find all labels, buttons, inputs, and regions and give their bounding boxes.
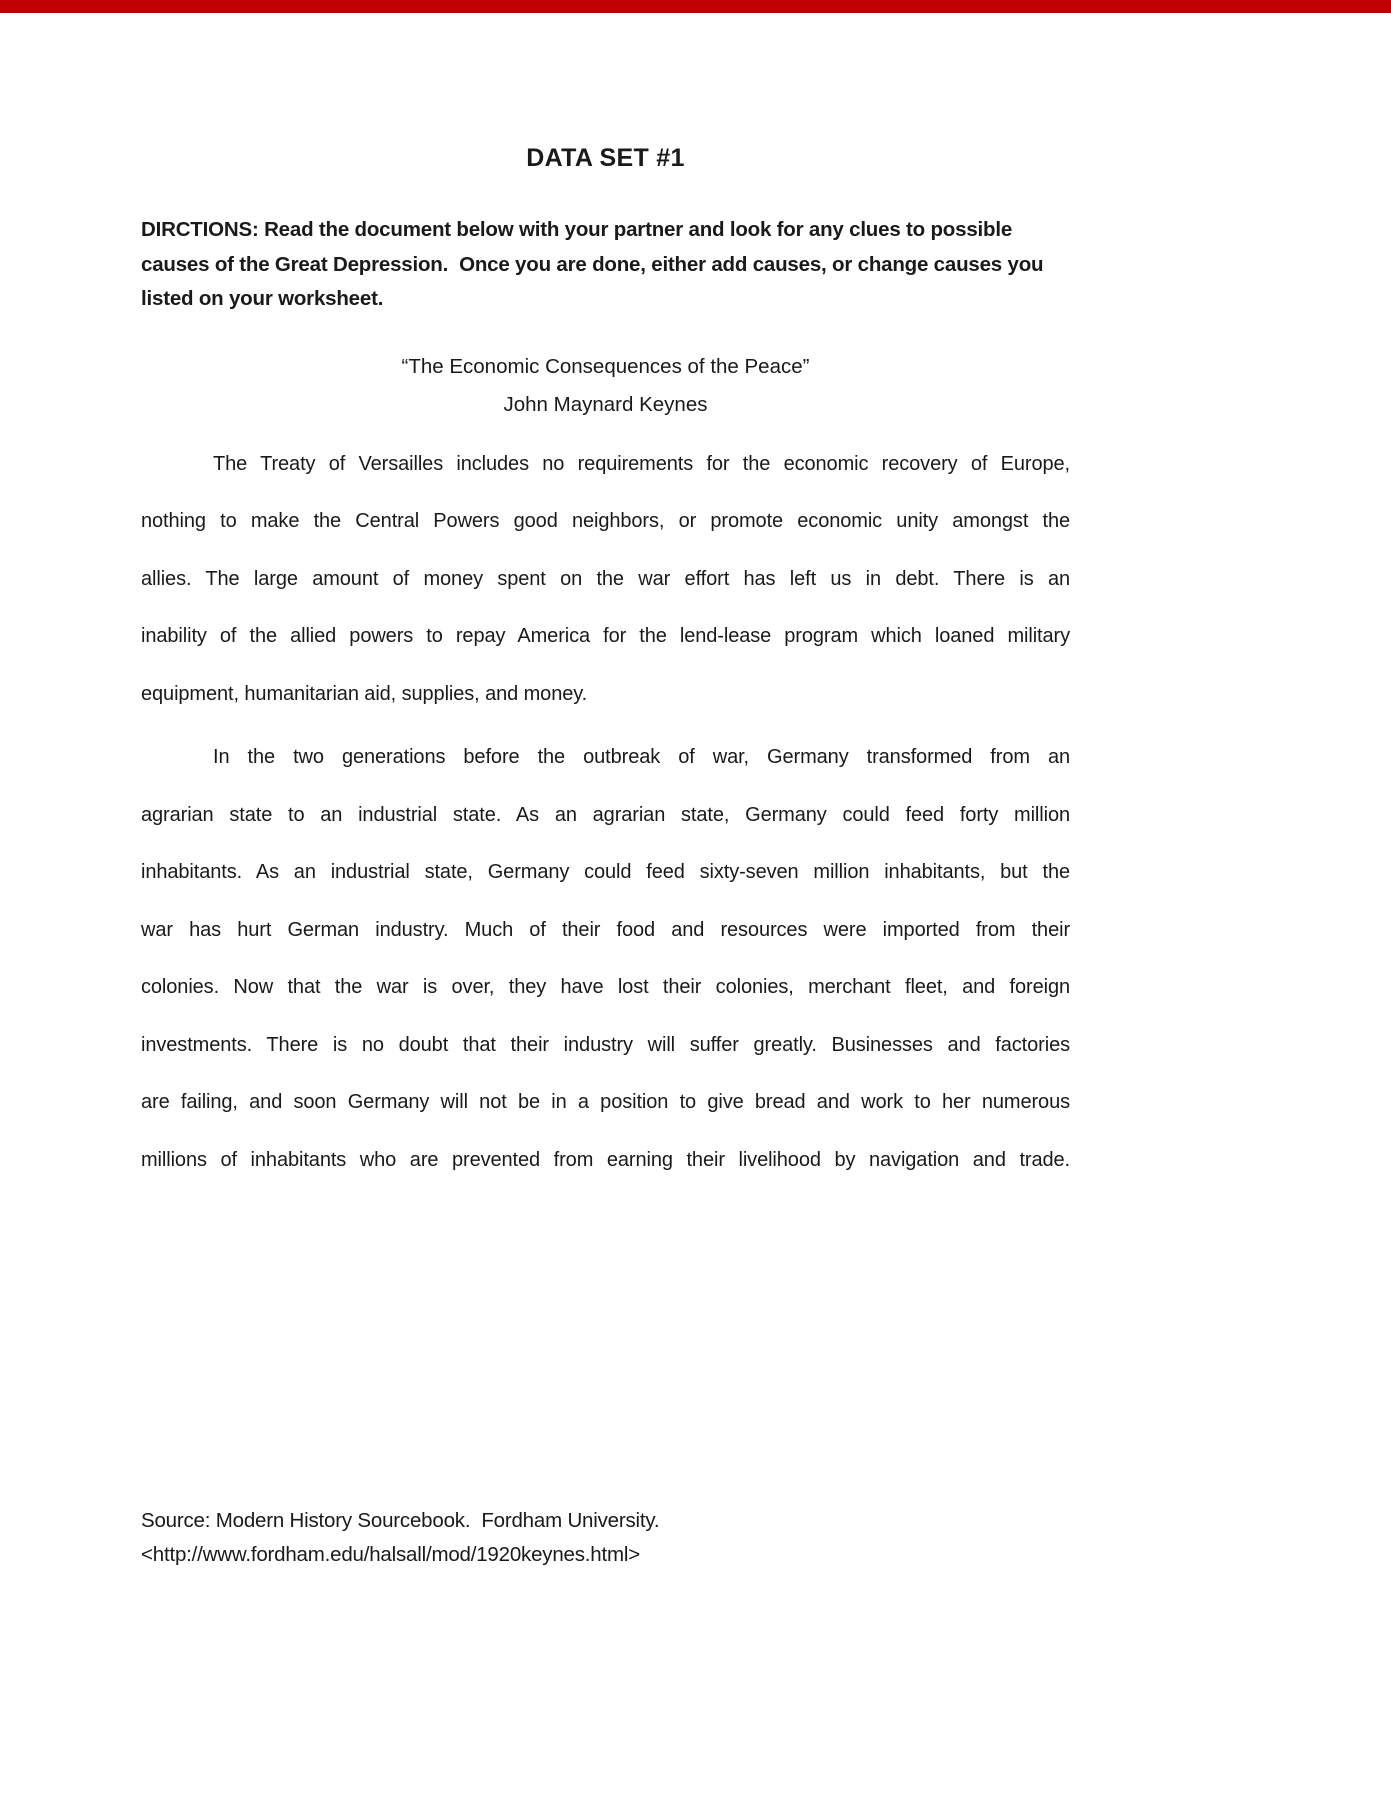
document-heading (141, 348, 1070, 424)
top-red-bar (0, 0, 1391, 13)
source-block (141, 1504, 1070, 1572)
paragraph-line: nothing to make the Central Powers good neighbors, or promote economic unity amongst the (141, 510, 1070, 532)
directions-line: causes of the Great Depression. Once you are done, either add causes, or change causes you (141, 252, 1044, 276)
directions-line: listed on your worksheet. (141, 287, 384, 310)
paragraph-line: The Treaty of Versailles includes no requirements for the economic recovery of Europe, (213, 452, 1070, 475)
source-url: <http://www.fordham.edu/halsall/mod/1920keynes.html> (141, 1543, 640, 1566)
paragraph-line: colonies. Now that the war is over, they have lost their colonies, merchant fleet, and foreign (141, 976, 1070, 998)
directions-line: DIRCTIONS: Read the document below with your partner and look for any clues to possible (141, 218, 1013, 241)
source-citation: Source: Modern History Sourcebook. Fordham University. (141, 1509, 660, 1532)
paragraph-line: war has hurt German industry. Much of their food and resources were imported from their (141, 918, 1070, 941)
paragraph-line: inhabitants. As an industrial state, Germany could feed sixty-seven million inhabitants, but the (141, 861, 1070, 883)
page-title: DATA SET #1 (526, 144, 685, 172)
page-content (141, 145, 1070, 1572)
paragraph-line: allies. The large amount of money spent on the war effort has left us in debt. There is an (141, 567, 1070, 590)
paragraph-line: In the two generations before the outbreak of war, Germany transformed from an (213, 746, 1070, 768)
paragraph-line: are failing, and soon Germany will not be in a position to give bread and work to her numerous (141, 1091, 1070, 1113)
paragraph-line: agrarian state to an industrial state. As an agrarian state, Germany could feed forty million (141, 803, 1070, 826)
paragraph-1 (141, 436, 1070, 724)
document-title: “The Economic Consequences of the Peace” (401, 354, 810, 378)
paragraph-line: equipment, humanitarian aid, supplies, and money. (141, 682, 588, 705)
paragraph-2 (141, 729, 1070, 1189)
paragraph-line: investments. There is no doubt that their industry will suffer greatly. Businesses and factories (141, 1033, 1070, 1056)
directions-block (141, 213, 1070, 317)
paragraph-line: millions of inhabitants who are prevented from earning their livelihood by navigation and trade. (141, 1148, 1070, 1171)
document-author: John Maynard Keynes (503, 392, 708, 416)
paragraph-line: inability of the allied powers to repay America for the lend-lease program which loaned military (141, 625, 1070, 647)
